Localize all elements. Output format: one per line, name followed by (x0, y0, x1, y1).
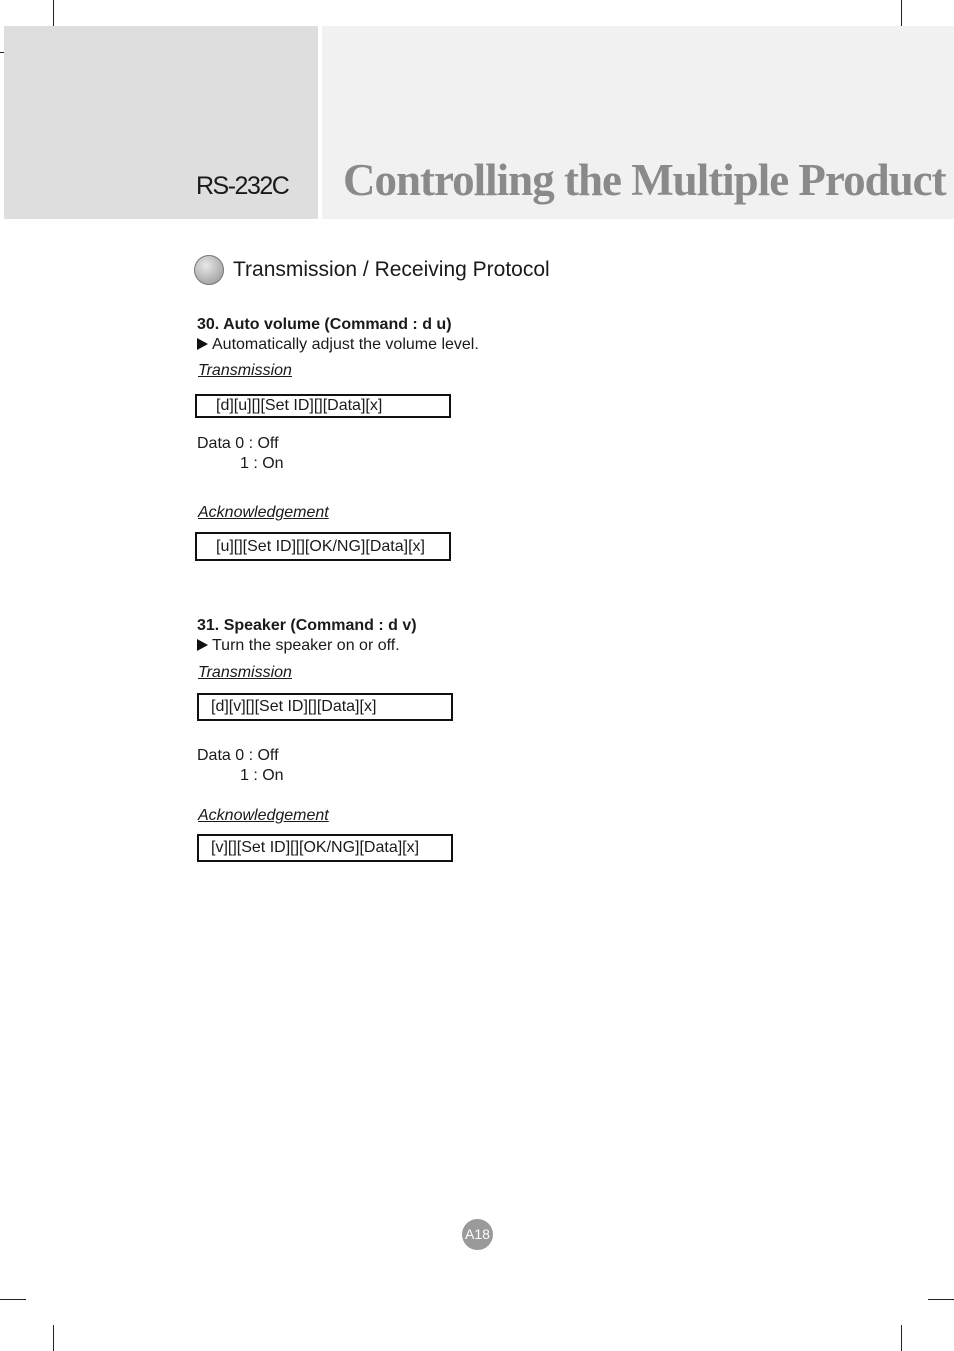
transmission-code-box (197, 693, 453, 721)
transmission-code-box (195, 394, 451, 418)
page-number: A18 (462, 1219, 493, 1250)
command-title: 31. Speaker (Command : d v) (197, 617, 417, 634)
acknowledgement-code: [u][][Set ID][][OK/NG][Data][x] (216, 538, 425, 555)
protocol-heading-text: Transmission / Receiving Protocol (233, 258, 550, 281)
bullet-circle-icon (194, 255, 224, 285)
crop-mark (0, 1299, 26, 1300)
page-title: Controlling the Multiple Product (343, 155, 946, 205)
command-title: 30. Auto volume (Command : d u) (197, 316, 452, 333)
data-line: Data 0 : Off (197, 747, 279, 764)
command-description (197, 637, 797, 657)
acknowledgement-code-box (197, 834, 453, 862)
command-description (197, 336, 797, 356)
crop-mark (53, 0, 54, 26)
command-item (197, 316, 797, 566)
section-label: RS-232C (196, 172, 289, 200)
transmission-code: [d][v][][Set ID][][Data][x] (211, 698, 377, 715)
data-line: Data 0 : Off (197, 435, 279, 452)
transmission-label: Transmission (198, 664, 292, 681)
description-text: Automatically adjust the volume level. (212, 336, 479, 353)
command-item (197, 617, 797, 867)
transmission-code: [d][u][][Set ID][][Data][x] (216, 397, 383, 414)
crop-mark (901, 0, 902, 26)
data-line: 1 : On (240, 455, 284, 472)
acknowledgement-code-box (195, 532, 451, 561)
acknowledgement-label: Acknowledgement (198, 807, 329, 824)
crop-mark (928, 1299, 954, 1300)
acknowledgement-code: [v][][Set ID][][OK/NG][Data][x] (211, 839, 420, 856)
crop-mark (901, 1325, 902, 1351)
description-text: Turn the speaker on or off. (212, 637, 400, 654)
acknowledgement-label: Acknowledgement (198, 504, 329, 521)
triangle-bullet-icon (197, 338, 208, 350)
crop-mark (53, 1325, 54, 1351)
data-line: 1 : On (240, 767, 284, 784)
triangle-bullet-icon (197, 639, 208, 651)
transmission-label: Transmission (198, 362, 292, 379)
